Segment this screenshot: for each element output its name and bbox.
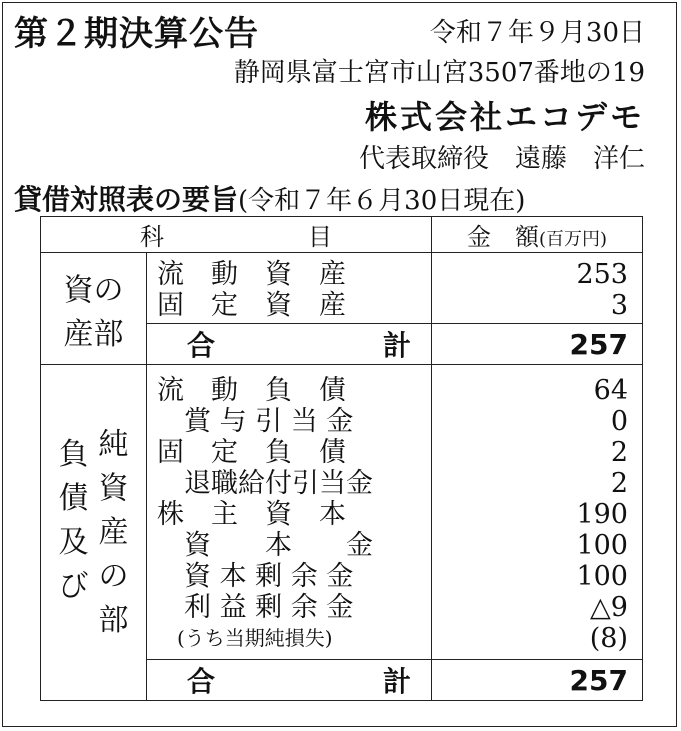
section-char: び [58, 568, 89, 604]
header-item: 科 目 [41, 217, 432, 253]
liability-label: 賞 与 引 当 金 [157, 405, 354, 437]
notice-date: 令和７年９月30日 [429, 18, 645, 48]
equity-value: 190 [576, 498, 628, 530]
asset-value: 3 [610, 290, 628, 321]
liabilities-items-row [41, 365, 643, 660]
balance-sheet-date: (令和７年６月30日現在) [238, 186, 526, 216]
asset-label: 流 動 資 産 [157, 259, 346, 290]
section-char: 産 [98, 514, 129, 550]
liability-label: 退職給付引当金 [157, 467, 373, 499]
equity-label: 資 本 金 [157, 529, 373, 561]
assets-section-line1: 資の [63, 272, 124, 308]
balance-sheet-title [14, 178, 525, 218]
equity-value: 100 [576, 560, 628, 592]
company-address: 静岡県富士宮市山宮3507番地の19 [233, 58, 645, 88]
asset-label: 固 定 資 産 [157, 290, 346, 321]
asset-value: 253 [576, 259, 628, 290]
section-char: 債 [58, 480, 89, 516]
liability-value: 0 [610, 405, 628, 437]
liabilities-section-col-left [59, 423, 89, 643]
assets-item-values [432, 253, 643, 324]
equity-value: (8) [589, 622, 628, 654]
section-char: 及 [58, 524, 89, 560]
equity-label: 株 主 資 本 [157, 498, 346, 530]
equity-value: 100 [576, 529, 628, 561]
table-header-row [41, 217, 643, 253]
header-amount-label: 金 額 [466, 223, 539, 251]
liabilities-total-label: 合 計 [147, 660, 432, 701]
equity-label: 資 本 剰 余 金 [157, 560, 354, 592]
notice-title: 第２期決算公告 [14, 14, 259, 54]
section-char: の [98, 558, 129, 594]
liabilities-section-col-right [99, 423, 129, 643]
assets-total-label: 合 計 [147, 324, 432, 365]
equity-value: △9 [590, 591, 628, 623]
liabilities-item-labels [147, 365, 432, 660]
liability-value: 64 [593, 374, 628, 406]
liabilities-section-vertical [41, 423, 146, 643]
liability-value: 2 [610, 467, 628, 499]
equity-label: 利 益 剰 余 金 [157, 591, 354, 623]
liability-value: 2 [610, 436, 628, 468]
section-char: 純 [98, 426, 129, 462]
assets-section-label [41, 253, 147, 365]
liability-label: 流 動 負 債 [157, 374, 346, 406]
balance-sheet-title-text: 貸借対照表の要旨 [14, 183, 239, 216]
liabilities-section-label [41, 365, 147, 701]
header-unit: (百万円) [538, 229, 608, 250]
section-char: 部 [98, 602, 129, 638]
liability-label: 固 定 負 債 [157, 436, 346, 468]
liabilities-item-values [432, 365, 643, 660]
section-char: 資 [98, 470, 129, 506]
assets-item-labels [147, 253, 432, 324]
company-name: 株式会社エコデモ [364, 98, 645, 136]
balance-sheet-table [40, 216, 643, 701]
representative: 代表取締役 遠藤 洋仁 [358, 144, 645, 174]
liabilities-total-value: 257 [432, 660, 643, 701]
header-amount [432, 217, 643, 253]
assets-items-row [41, 253, 643, 324]
equity-label: (うち当期純損失) [157, 625, 333, 650]
assets-total-value: 257 [432, 324, 643, 365]
assets-section-line2: 産部 [63, 316, 124, 352]
section-char: 負 [58, 436, 89, 472]
